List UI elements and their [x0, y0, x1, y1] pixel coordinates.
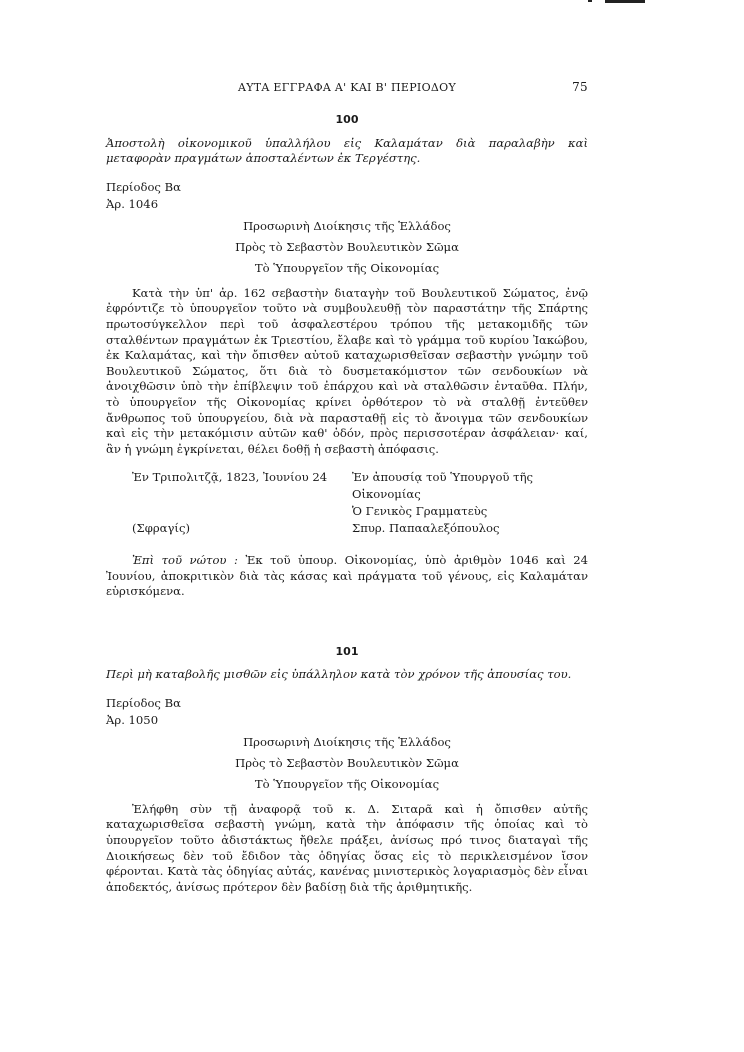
page-number: 75 — [572, 80, 588, 94]
scan-mark — [588, 0, 592, 2]
document-title: Ἀποστολὴ οἰκονομικοῦ ὑπαλλήλου εἰς Καλαμάταν διὰ παραλαβὴν καὶ μεταφορὰν πραγμάτων ἀποσταλέντων ἐκ Τεργέστης. — [106, 135, 588, 166]
document-title: Περὶ μὴ καταβολῆς μισθῶν εἰς ὑπάλληλον κατὰ τὸν χρόνον τῆς ἀπουσίας του. — [106, 667, 572, 682]
recipient-line: Πρὸς τὸ Σεβαστὸν Βουλευτικὸν Σῶμα — [235, 239, 459, 254]
document-number: 101 — [335, 644, 359, 658]
archive-number: Ἀρ. 1046 — [106, 196, 159, 211]
period-label: Περίοδος Βα — [106, 179, 181, 194]
note-label: Ἐπὶ τοῦ νώτου : — [132, 552, 238, 567]
body-paragraph: Κατὰ τὴν ὑπ' ἀρ. 162 σεβαστὴν διαταγὴν τοῦ Βουλευτικοῦ Σώματος, ἐνῷ ἐφρόντιζε τὸ ὑπουργεῖον τοῦτο νὰ συμβουλευθῇ τὸν παραστάτην τῆς Σπάρτης πρωτοσύγκελλον περὶ τοῦ ἀσφαλεστέρου τρόπου τῆς μετακομιδῆς τῶν σταλθέντων πραγμάτων ἐκ Τριεστίου, ἔλαβε καὶ τὸ γράμμα τοῦ κυρίου Ἰακώβου, ἐκ Καλαμάτας, καὶ τὴν ὄπισθεν αὐτοῦ καταχωρισθεῖσαν σεβαστὴν γνώμην τοῦ Βουλευτικοῦ Σώματος, ὅτι διὰ τὸ δυσμετακόμιστον τῶν σενδουκίων νὰ ἀνοιχθῶσιν ὑπὸ τὴν ἐπίβλεψιν τοῦ ἐπάρχου καὶ νὰ σταλθῶσιν ἐνταῦθα. Πλήν, τὸ ὑπουργεῖον τῆς Οἰκονομίας κρίνει ὀρθότερον τὸ νὰ σταλθῇ ἐντεῦθεν ἄνθρωπος τοῦ ὑπουργείου, διὰ νὰ παρασταθῇ εἰς τὸ ἄνοιγμα τῶν σενδουκίων καὶ εἰς τὴν μετακόμισιν αὐτῶν καθ' ὁδόν, πρὸς περισσοτέραν ἀσφάλειαν· καί, ἂν ἡ γνώμη ἐγκρίνεται, θέλει δοθῇ ἡ σεβαστὴ ἀπόφασις. — [106, 285, 588, 456]
period-label: Περίοδος Βα — [106, 695, 181, 710]
recipient-line: Πρὸς τὸ Σεβαστὸν Βουλευτικὸν Σῶμα — [235, 755, 459, 770]
note-text: Ἐκ τοῦ ὑπουρ. Οἰκονομίας, ὑπὸ ἀριθμὸν 1046 καὶ 24 Ἰουνίου, ἀποκριτικὸν διὰ τὰς κάσας καὶ πράγματα τοῦ γένους, εἰς Καλαμάταν εὑρισκόμενα. — [106, 552, 589, 599]
government-line: Προσωρινὴ Διοίκησις τῆς Ἑλλάδος — [243, 734, 451, 749]
document-meta — [106, 695, 588, 729]
place-date: Ἐν Τριπολιτζᾷ, 1823, Ἰουνίου 24 — [132, 469, 328, 484]
scan-bar — [605, 0, 645, 3]
endorsement-note — [106, 553, 588, 600]
running-title: ΑΥΤΑ ΕΓΓΡΑΦΑ Α' ΚΑΙ Β' ΠΕΡΙΟΔΟΥ — [237, 81, 457, 94]
address-block — [106, 732, 588, 795]
seal-label: (Σφραγίς) — [132, 520, 190, 535]
government-line: Προσωρινὴ Διοίκησις τῆς Ἑλλάδος — [243, 218, 451, 233]
archive-number: Ἀρ. 1050 — [106, 712, 159, 727]
secretary-name: Σπυρ. Παπααλεξόπουλος — [352, 520, 500, 535]
signature-block — [106, 469, 588, 537]
document-number: 100 — [335, 113, 359, 126]
secretary-title: Ὁ Γενικὸς Γραμματεὺς — [352, 503, 488, 518]
body-paragraph: Ἐλήφθη σὺν τῇ ἀναφορᾷ τοῦ κ. Δ. Σιταρᾶ καὶ ἡ ὄπισθεν αὐτῆς καταχωρισθεῖσα σεβαστὴ γνώμη, κατὰ τὴν ἀπόφασιν τῆς ὁποίας καὶ τὸ ὑπουργεῖον τοῦτο ἀδιστάκτως ἤθελε πράξει, ἀνίσως πρό τινος διαταγαὶ τῆς Διοικήσεως δὲν τοῦ ἔδιδον τὰς ὁδηγίας ὅσας εἰς τὸ περικλεισμένον ἴσον φέρονται. Κατὰ τὰς ὁδηγίας αὐτάς, κανένας μινιστερικὸς λογαριασμὸς δὲν εἶναι ἀποδεκτός, ἀνίσως πρότερον δὲν βαδίσῃ διὰ τῆς ἀριθμητικῆς. — [106, 801, 588, 894]
ministry-line: Τὸ Ὑπουργεῖον τῆς Οἰκονομίας — [254, 260, 440, 275]
running-header — [106, 80, 588, 100]
document-101 — [106, 644, 588, 896]
document-page — [106, 80, 588, 907]
absence-line: Ἐν ἀπουσίᾳ τοῦ Ὑπουργοῦ τῆς Οἰκονομίας — [352, 469, 534, 501]
ministry-line: Τὸ Ὑπουργεῖον τῆς Οἰκονομίας — [254, 776, 440, 791]
document-meta — [106, 179, 588, 213]
address-block — [106, 216, 588, 279]
